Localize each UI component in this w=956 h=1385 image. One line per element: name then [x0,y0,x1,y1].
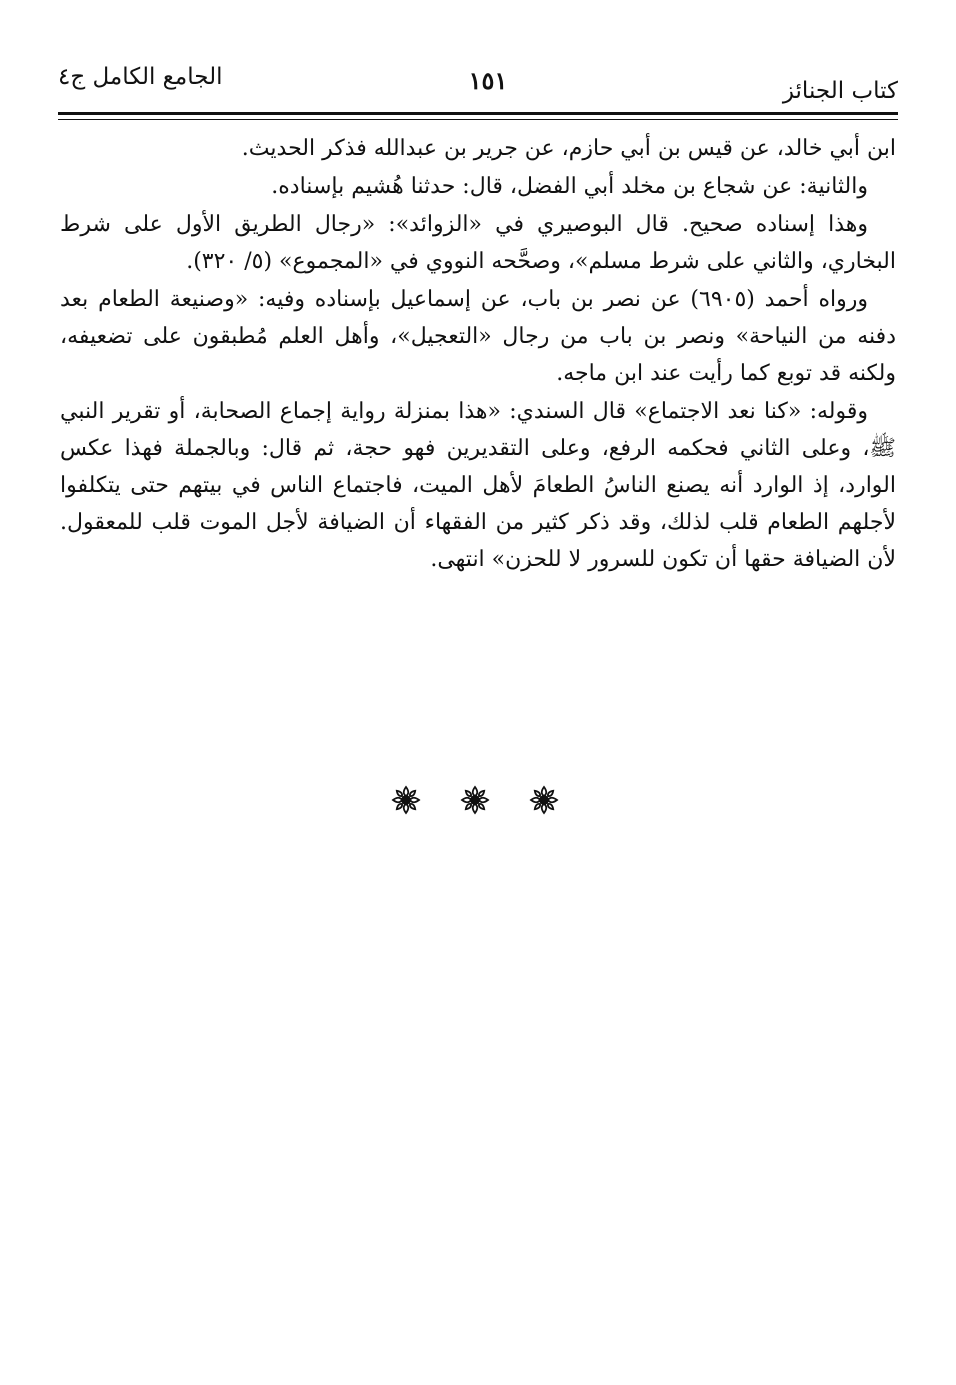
chapter-title: كتاب الجنائز [782,78,898,104]
flower-ornament-icon [390,784,422,820]
paragraph-1: ابن أبي خالد، عن قيس بن أبي حازم، عن جرير بن عبدالله فذكر الحديث. [241,136,896,161]
page-number: ١٥١ [468,66,508,95]
page-header [58,58,898,108]
flower-ornament-icon [528,784,560,820]
paragraph-4: ورواه أحمد (٦٩٠٥) عن نصر بن باب، عن إسماعيل بإسناده وفيه: «وصنيعة الطعام بعد دفنه من النياحة» ونصر بن باب من رجال «التعجيل»، وأهل العلم مُطبقون على تضعيفه، ولكنه قد توبع كما رأيت عند ابن ماجه. [60,287,896,386]
paragraph-3: وهذا إسناده صحيح. قال البوصيري في «الزوائد»: «رجال الطريق الأول على شرط البخاري، والثاني على شرط مسلم»، وصحَّحه النووي في «المجموع» (٥/ ٣٢٠). [60,212,896,274]
book-title: الجامع الكامل ج٤ [58,64,223,90]
main-text [60,130,896,578]
header-rule-thick [58,112,898,115]
flower-ornament-icon [459,784,491,820]
section-end-ornaments [390,784,560,820]
paragraph-5: وقوله: «كنا نعد الاجتماع» قال السندي: «هذا بمنزلة رواية إجماع الصحابة، أو تقرير النبي ﷺ، وعلى الثاني فحكمه الرفع، وعلى التقديرين فهو حجة، ثم قال: وبالجملة فهذا عكس الوارد، إذ الوارد أنه يصنع الناسُ الطعامَ لأهل الميت، فاجتماع الناس في بيتهم حتى يتكلفوا لأجلهم الطعام قلب لذلك، وقد ذكر كثير من الفقهاء أن الضيافة لأجل الموت قلب للمعقول. لأن الضيافة حقها أن تكون للسرور لا للحزن» انتهى. [60,399,896,572]
paragraph-2: والثانية: عن شجاع بن مخلد أبي الفضل، قال: حدثنا هُشيم بإسناده. [271,174,868,199]
header-rule-thin [58,119,898,120]
